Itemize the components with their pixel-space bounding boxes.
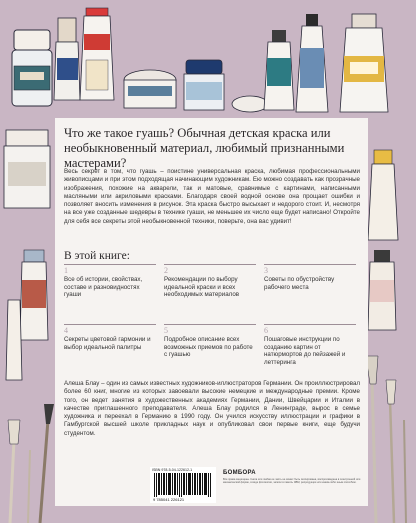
paint-tube-3	[264, 30, 294, 110]
feature-text: Все об истории, свойствах, составе и разновидностях гуаши	[64, 276, 143, 299]
paint-tube-1	[54, 18, 80, 100]
feature-item	[64, 264, 156, 318]
feature-text: Секреты цветовой гармонии и выбор идеальной палитры	[64, 336, 151, 351]
publisher-logo: БОМБОРА	[223, 470, 256, 476]
feature-item	[64, 324, 156, 378]
feature-number: 4	[64, 326, 68, 335]
jar-left-side	[4, 130, 50, 208]
bottle-top-right	[340, 14, 388, 112]
brush-left	[40, 404, 54, 523]
gouache-jar-top-left	[12, 30, 52, 106]
feature-number: 6	[264, 326, 268, 335]
spray-left	[6, 300, 22, 380]
section-title: В этой книге:	[64, 250, 130, 262]
feature-text: Советы по обустройству рабочего места	[264, 276, 335, 291]
headline: Что же такое гуашь? Обычная детская краска или необыкновенный материал, любимый признанными мастерами?	[64, 126, 345, 170]
tube-left-mid	[20, 250, 48, 340]
feature-item	[264, 324, 356, 378]
ean-digits: 9 785041 226121	[153, 497, 185, 502]
brushes-bottom-left	[8, 420, 30, 523]
tube-right-1	[368, 150, 398, 240]
feature-text: Рекомендации по выбору идеальной краски и всех необходимых материалов	[164, 276, 240, 299]
legal-notice: Все права защищены. Книга или любая ее часть не может быть скопирована, воспроизведена в электронной или механической форме, в виде фотокопии, записи в память ЭВМ, репродукции или каким-либо иным способом.	[223, 478, 361, 485]
feature-number: 2	[164, 266, 168, 275]
isbn-text: ISBN 978-5-04-122612-1	[152, 468, 193, 472]
tube-right-2	[368, 250, 396, 330]
author-bio: Алеша Блау – один из самых известных художников-иллюстраторов Германии. Он проиллюстрировал более 60 книг, многие из которых завоевали высокие немецкие и международные премии. Кроме того, он ведет занятия в художественных академиях Германии, Дании, Швейцарии и Италии в качестве приглашенного преподавателя. Алеша Блау родился в Ленинграде, вырос в семье художника и переехал в Германию в 1990 году. Он учился искусству иллюстрации и графики в Гамбургской высшей школе прикладных наук и опубликовал свои первые книги, еще будучи студентом.	[64, 380, 360, 437]
intro-paragraph: Весь секрет в том, что гуашь – поистине универсальная краска, любимая профессиональными живописцами и при этом подходящая начинающим художникам. Ею можно создавать как прозрачные изображения, похожие на акварели, так и матовые, сравнимые с картинами, написанными масляными или акриловыми красками. Благодаря своей водной основе она прощает ошибки и позволяет вносить изменения в рисунок. Эта краска быстро высыхает и недорого стоит. И, несмотря на все уже созданные шедевры в технике гуаши, не меньшее их число еще будет написано! Откройте для себя все секреты этой необыкновенной техники, поверьте, она вас удивит!	[64, 168, 360, 225]
feature-text: Подробное описание всех возможных приемов по работе с гуашью	[164, 336, 253, 359]
paint-tube-2	[80, 8, 114, 100]
feature-grid	[64, 264, 356, 378]
brushes-right	[366, 356, 406, 523]
paint-jar-lid	[124, 70, 176, 108]
feature-item	[164, 264, 256, 318]
feature-text: Пошаговые инструкции по созданию картин от натюрмортов до пейзажей и леттеринга	[264, 336, 346, 366]
barcode	[150, 467, 216, 503]
barcode-bars	[154, 473, 212, 497]
feature-number: 3	[264, 266, 268, 275]
round-pan	[232, 96, 268, 112]
paint-tube-4	[296, 14, 328, 112]
feature-item	[164, 324, 256, 378]
feature-number: 5	[164, 326, 168, 335]
feature-number: 1	[64, 266, 68, 275]
feature-item	[264, 264, 356, 318]
blue-jar	[184, 60, 224, 110]
